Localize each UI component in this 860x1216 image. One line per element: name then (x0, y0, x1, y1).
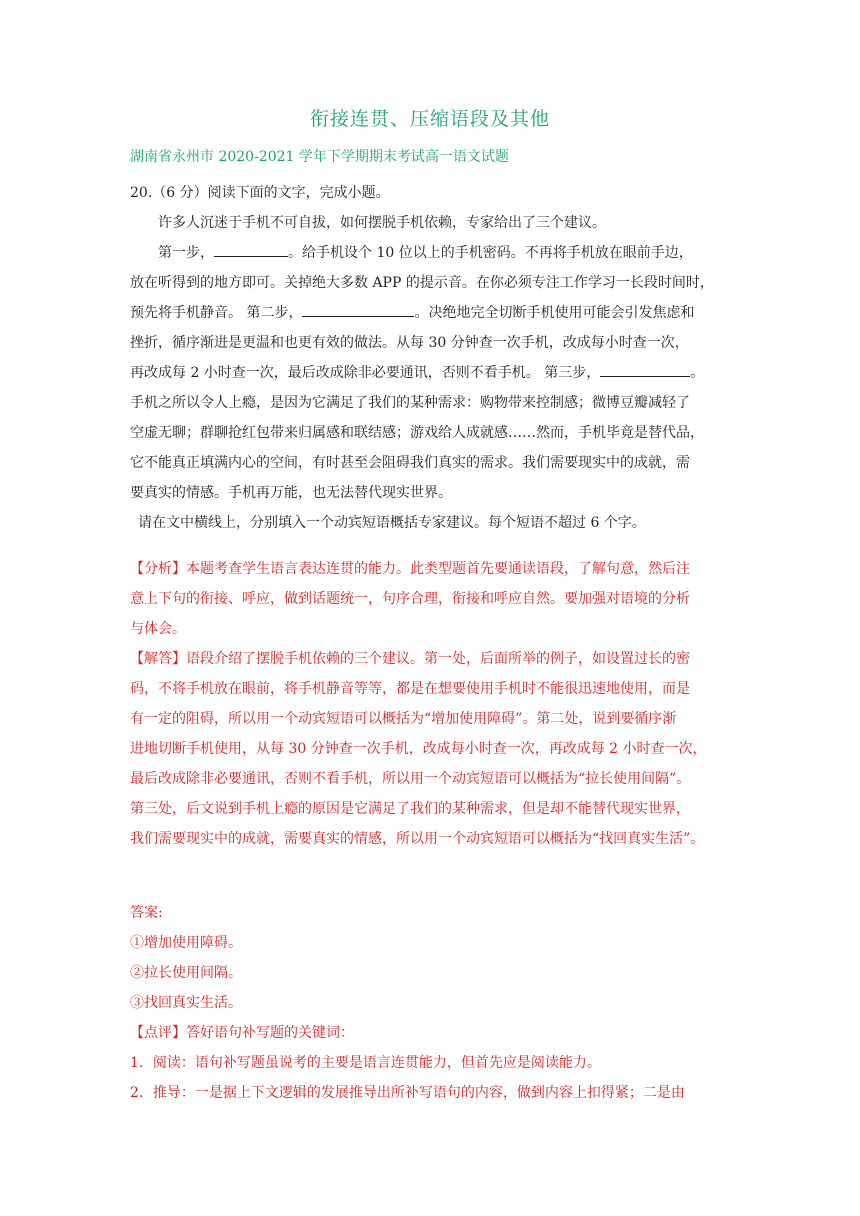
solution-line: 我们需要现实中的成就，需要真实的情感，所以用一个动宾短语可以概括为“找回真实生活”。 (130, 831, 705, 847)
answer-label: 答案: (130, 905, 163, 921)
solution-line: 第三处，后文说到手机上瘾的原因是它满足了我们的某种需求，但是却不能替代现实世界， (130, 801, 690, 817)
solution-line: 进地切断手机使用，从每 30 分钟查一次手机，改成每小时查一次，再改成每 2 小时查一次， (130, 741, 707, 757)
document-title: 衔接连贯、压缩语段及其他 (309, 108, 550, 130)
answer-blank-2 (302, 300, 414, 317)
solution-line: 最后改成除非必要通讯，否则不看手机，所以用一个动宾短语可以概括为“拉长使用间隔”。 (130, 771, 691, 787)
answer-item: ①增加使用障碍。 (130, 935, 242, 951)
solution-line: 【解答】语段介绍了摆脱手机依赖的三个建议。第一处，后面所举的例子，如设置过长的密 (130, 651, 690, 667)
comment-line: 2．推导：一是据上下文逻辑的发展推导出所补写语句的内容，做到内容上扣得紧；二是由 (130, 1085, 685, 1101)
question-instruction: 请在文中横线上，分别填入一个动宾短语概括专家建议。每个短语不超过 6 个字。 (138, 515, 646, 531)
analysis-line: 【分析】本题考查学生语言表达连贯的能力。此类型题首先要通读语段，了解句意，然后注 (130, 561, 690, 577)
passage-line: 要真实的情感。手机再万能，也无法替代现实世界。 (130, 485, 452, 501)
passage-intro: 许多人沉迷于手机不可自拔，如何摆脱手机依赖，专家给出了三个建议。 (158, 215, 606, 231)
analysis-line: 与体会。 (130, 621, 186, 637)
comment-line: 1．阅读：语句补写题虽说考的主要是语言连贯能力，但首先应是阅读能力。 (130, 1055, 601, 1071)
answer-item: ②拉长使用间隔。 (130, 965, 242, 981)
passage-text: 再改成每 2 小时查一次，最后改成除非必要通讯，否则不看手机。 第三步， (130, 365, 601, 381)
passage-line (130, 238, 730, 268)
passage-line: 它不能真正填满内心的空间，有时甚至会阻碍我们真实的需求。我们需要现实中的成就，需 (130, 455, 690, 471)
passage-line (130, 358, 730, 388)
passage-text: 。给手机设个 10 位以上的手机密码。不再将手机放在眼前手边， (288, 245, 693, 261)
passage-text: 。决绝地完全切断手机使用可能会引发焦虑和 (414, 305, 695, 321)
question-stem: 20.（6 分）阅读下面的文字，完成小题。 (130, 185, 390, 201)
analysis-line: 意上下句的衔接、呼应，做到话题统一，句序合理，衔接和呼应自然。要加强对语境的分析 (130, 591, 690, 607)
passage-text: 。 (690, 365, 705, 381)
answer-blank-1 (214, 240, 288, 257)
passage-line: 放在听得到的地方即可。关掉绝大多数 APP 的提示音。在你必须专注工作学习一长段时间时， (130, 275, 714, 291)
answer-item: ③找回真实生活。 (130, 995, 242, 1011)
answer-blank-3 (600, 360, 690, 377)
passage-line: 挫折，循序渐进是更温和也更有效的做法。从每 30 分钟查一次手机，改成每小时查一次， (130, 335, 689, 351)
passage-line (130, 298, 730, 328)
passage-line: 手机之所以令人上瘾，是因为它满足了我们的某种需求：购物带来控制感；微博豆瓣减轻了 (130, 395, 690, 411)
passage-line: 空虚无聊；群聊抢红包带来归属感和联结感；游戏给人成就感……然而，手机毕竟是替代品， (130, 425, 704, 441)
document-body (130, 178, 730, 1108)
solution-line: 码，不将手机放在眼前，将手机静音等等，都是在想要使用手机时不能很迅速地使用，而是 (130, 681, 690, 697)
passage-text: 第一步， (158, 245, 214, 261)
solution-line: 有一定的阻碍，所以用一个动宾短语可以概括为“增加使用障碍”。第二处，说到要循序渐 (130, 711, 677, 727)
exam-source: 湖南省永州市 2020-2021 学年下学期期末考试高一语文试题 (130, 149, 509, 165)
comment-line: 【点评】答好语句补写题的关键词： (130, 1025, 354, 1041)
passage-text: 预先将手机静音。 第二步， (130, 305, 303, 321)
